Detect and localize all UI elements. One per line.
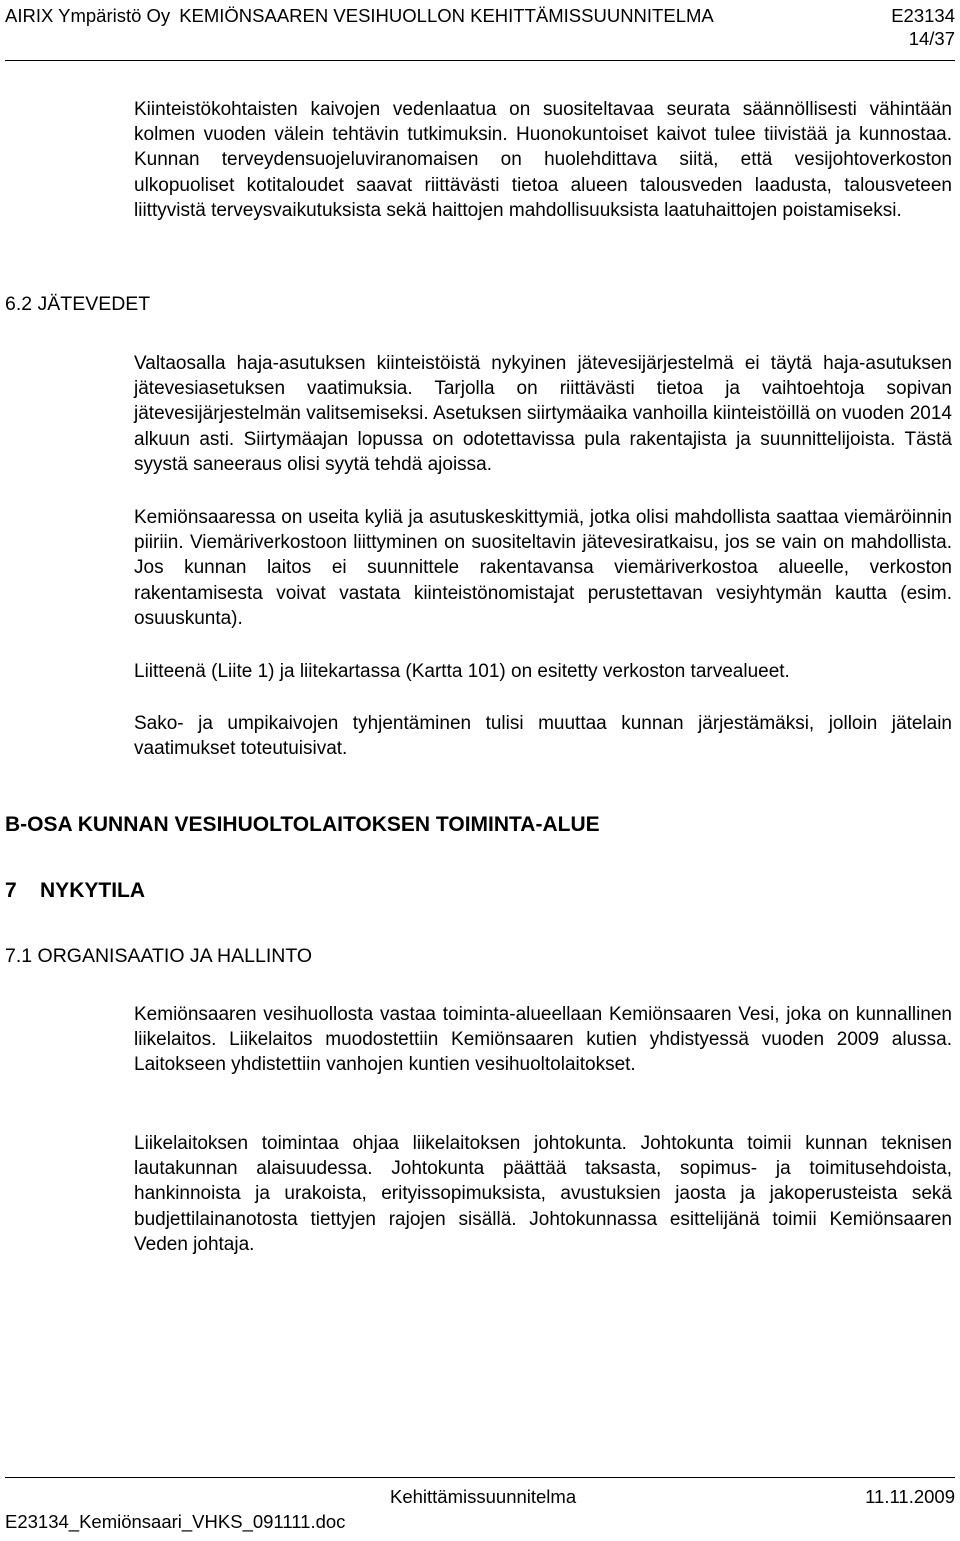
paragraph-wastewater-systems: Valtaosalla haja-asutuksen kiinteistöistä nykyinen jätevesijärjestelmä ei täytä haja-asutuksen jätevesiasetuksen vaatimuksia. Tarjolla on riittävästi tietoa ja vaihtoehtoja sopivan jätevesijärjestelmän valitsemiseksi. Asetuksen siirtymäaika vanhoilla kiinteistöillä on vuoden 2014 alkuun asti. Siirtymäajan lopussa on odotettavissa pula rakentajista ja suunnittelijoista. Tästä syystä saneeraus olisi syytä tehdä ajoissa. — [134, 353, 952, 475]
header-project-code: E23134 — [891, 5, 955, 26]
heading-7-1: 7.1 ORGANISAATIO JA HALLINTO — [5, 945, 313, 967]
page-footer — [5, 1477, 955, 1538]
paragraph-appendix: Liitteenä (Liite 1) ja liitekartassa (Kartta 101) on esitetty verkoston tarvealueet. — [134, 661, 790, 682]
footer-date: 11.11.2009 — [865, 1486, 955, 1507]
paragraph-sewer-network: Kemiönsaaressa on useita kyliä ja asutuskeskittymiä, jotka olisi mahdollista saattaa viemäröinnin piiriin. Viemäriverkostoon liittyminen on suositeltavin jätevesiratkaisu, jos se vain on mahdollista. Jos kunnan laitos ei suunnittele rakentavansa viemäriverkostoa alueelle, verkoston rakentamisesta voivat vastata kiinteistönomistajat perustettavan vesiyhtymän kautta (esim. osuuskunta). — [134, 507, 952, 629]
header-left — [5, 4, 714, 27]
paragraph-well-water: Kiinteistökohtaisten kaivojen vedenlaatua on suositeltavaa seurata säännöllisesti vähintään kolmen vuoden välein tehtävin tutkimuksin. Huonokuntoiset kaivot tulee tiivistää ja kunnostaa. Kunnan terveydensuojeluviranomaisen on huolehdittava siitä, että vesijohtoverkoston ulkopuoliset kotitaloudet saavat riittävästi tietoa alueen talousveden laadusta, talousveteen liittyvistä terveysvaikutuksista sekä haittojen mahdollisuuksista laatuhaittojen poistamiseksi. — [134, 99, 952, 221]
page-header — [5, 4, 955, 61]
paragraph-board: Liikelaitoksen toimintaa ohjaa liikelaitoksen johtokunta. Johtokunta toimii kunnan teknisen lautakunnan alaisuudessa. Johtokunta päättää taksasta, sopimus- ja toimitusehdoista, hankinnoista ja urakoista, erityissopimuksista, avustuksien jaosta ja jakoperusteista sekä budjettilainanotosta tiettyjen rajojen sisällä. Johtokunnassa esittelijänä toimii Kemiönsaaren Veden johtaja. — [134, 1133, 952, 1255]
header-title: KEMIÖNSAAREN VESIHUOLLON KEHITTÄMISSUUNNITELMA — [179, 5, 714, 26]
footer-filename: E23134_Kemiönsaari_VHKS_091111.doc — [5, 1511, 346, 1532]
header-company: AIRIX Ympäristö Oy — [5, 5, 171, 26]
header-page-number: 14/37 — [908, 28, 955, 49]
header-right — [891, 4, 955, 50]
paragraph-organisation: Kemiönsaaren vesihuollosta vastaa toiminta-alueellaan Kemiönsaaren Vesi, joka on kunnallinen liikelaitos. Liikelaitos muodostettiin Kemiönsaaren kutien yhdistyessä vuoden 2009 alussa. Laitokseen yhdistettiin vanhojen kuntien vesihuoltolaitokset. — [134, 1004, 952, 1076]
heading-6-2: 6.2 JÄTEVEDET — [5, 293, 151, 315]
heading-part-b: B-OSA KUNNAN VESIHUOLTOLAITOKSEN TOIMINTA-ALUE — [5, 813, 600, 836]
heading-7: 7 NYKYTILA — [5, 879, 146, 902]
paragraph-septic-emptying: Sako- ja umpikaivojen tyhjentäminen tulisi muuttaa kunnan järjestämäksi, jolloin jätelain vaatimukset toteutuisivat. — [134, 713, 952, 760]
footer-document-type: Kehittämissuunnitelma — [390, 1486, 577, 1507]
